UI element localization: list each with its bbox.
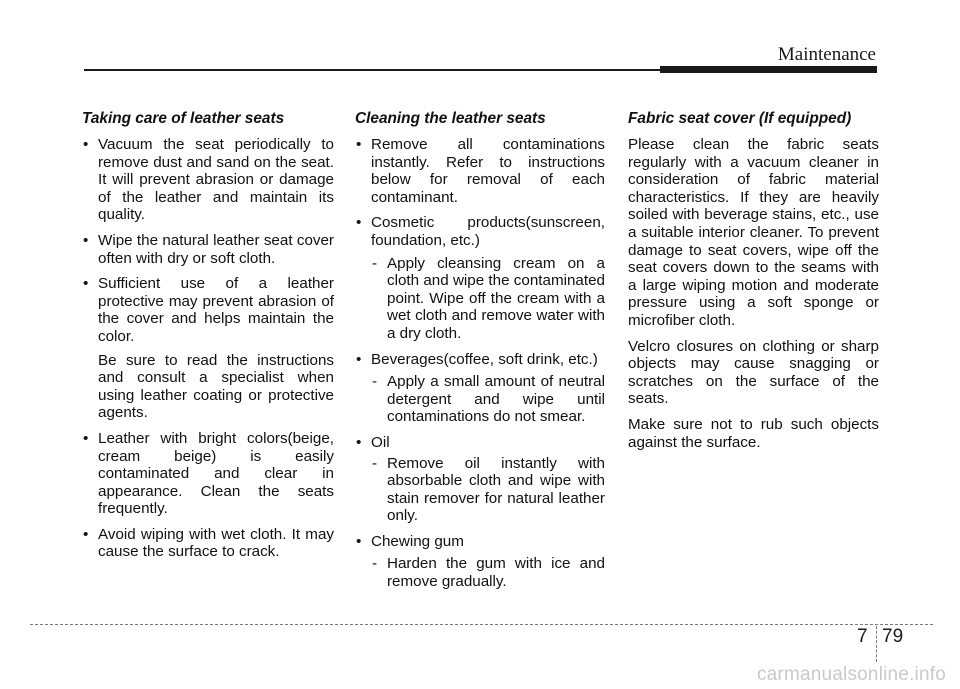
sub-item-text: Remove oil instantly with absorbable cloth and wipe with stain remover for natural leather only. [387, 454, 605, 525]
list-item [82, 232, 334, 267]
page-number: 79 [882, 626, 904, 647]
sub-item-text: Harden the gum with ice and remove gradually. [387, 555, 605, 591]
list-item-text: Remove all contaminations instantly. Refer to instructions below for removal of each contaminant. [371, 136, 605, 206]
sub-item [355, 373, 605, 426]
bullet-icon: • [356, 532, 362, 550]
list-item-text: Leather with bright colors(beige, cream beige) is easily contaminated and clear in appearance. Clean the seats frequently. [98, 429, 334, 518]
footer-rule [30, 624, 933, 625]
paragraph: Please clean the fabric seats regularly with a vacuum cleaner in consideration of fabric material characteristics. If they are heavily soiled with beverage stains, etc., use a suitable interior cleaner. To prevent damage to seat covers, wipe off the seat covers down to the seams with a large wiping motion and moderate pressure using a soft sponge or microfiber cloth. [628, 136, 879, 329]
leather-cleaning-section [355, 110, 605, 599]
watermark: carmanualsonline.info [756, 664, 946, 685]
list-item-text: Cosmetic products(sunscreen, foundation, etc.) [371, 214, 605, 249]
bullet-icon: • [83, 136, 89, 153]
dash-icon: - [372, 254, 378, 272]
header-rule-accent [660, 66, 877, 73]
bullet-icon: • [356, 214, 362, 232]
section-heading: Taking care of leather seats [82, 110, 285, 127]
list-item-text: Vacuum the seat periodically to remove dust and sand on the seat. It will prevent abrasion or damage of the leather and maintain its quality. [98, 136, 334, 224]
list-item-text: Chewing gum [371, 532, 464, 550]
list-item-text: Beverages(coffee, soft drink, etc.) [371, 350, 598, 368]
list-item-note: Be sure to read the instructions and consult a specialist when using leather coating or protective agents. [98, 351, 334, 422]
sub-item-text: Apply cleansing cream on a cloth and wipe the contaminated point. Wipe off the cream with a wet cloth and remove water with a dry cloth. [387, 254, 605, 342]
list-item [355, 533, 605, 551]
sub-item [355, 555, 605, 590]
sub-item [355, 455, 605, 525]
bullet-icon: • [83, 525, 89, 543]
chapter-number: 7 [857, 626, 868, 647]
bullet-icon: • [356, 136, 362, 153]
bullet-icon: • [83, 275, 89, 293]
paragraph: Make sure not to rub such objects against the surface. [628, 415, 879, 451]
list-item [82, 430, 334, 518]
list-item [82, 526, 334, 561]
bullet-icon: • [356, 433, 362, 451]
list-item [355, 214, 605, 249]
list-item [82, 275, 334, 345]
bullet-icon: • [83, 231, 89, 249]
list-item [355, 136, 605, 206]
section-heading: Cleaning the leather seats [355, 110, 546, 127]
list-item-text: Sufficient use of a leather protective may prevent abrasion of the cover and helps maintain the color. [98, 275, 334, 345]
list-item-text: Avoid wiping with wet cloth. It may cause the surface to crack. [98, 525, 334, 561]
bullet-icon: • [356, 350, 362, 368]
list-item [355, 351, 605, 369]
page-number-divider [876, 626, 877, 662]
section-heading: Fabric seat cover (If equipped) [628, 110, 852, 127]
list-item [82, 136, 334, 224]
dash-icon: - [372, 454, 378, 472]
header-title: Maintenance [777, 44, 876, 65]
dash-icon: - [372, 555, 378, 573]
sub-item-text: Apply a small amount of neutral detergent and wipe until contaminations do not smear. [387, 373, 605, 426]
sub-item [355, 255, 605, 343]
paragraph: Velcro closures on clothing or sharp objects may cause snagging or scratches on the surface of the seats. [628, 337, 879, 408]
dash-icon: - [372, 373, 378, 391]
leather-care-section [82, 110, 334, 569]
list-item-text: Oil [371, 433, 390, 451]
list-item [355, 434, 605, 452]
header-rule [84, 69, 664, 71]
fabric-seat-section [628, 110, 879, 459]
bullet-icon: • [83, 429, 89, 447]
list-item-text: Wipe the natural leather seat cover often with dry or soft cloth. [98, 231, 334, 267]
